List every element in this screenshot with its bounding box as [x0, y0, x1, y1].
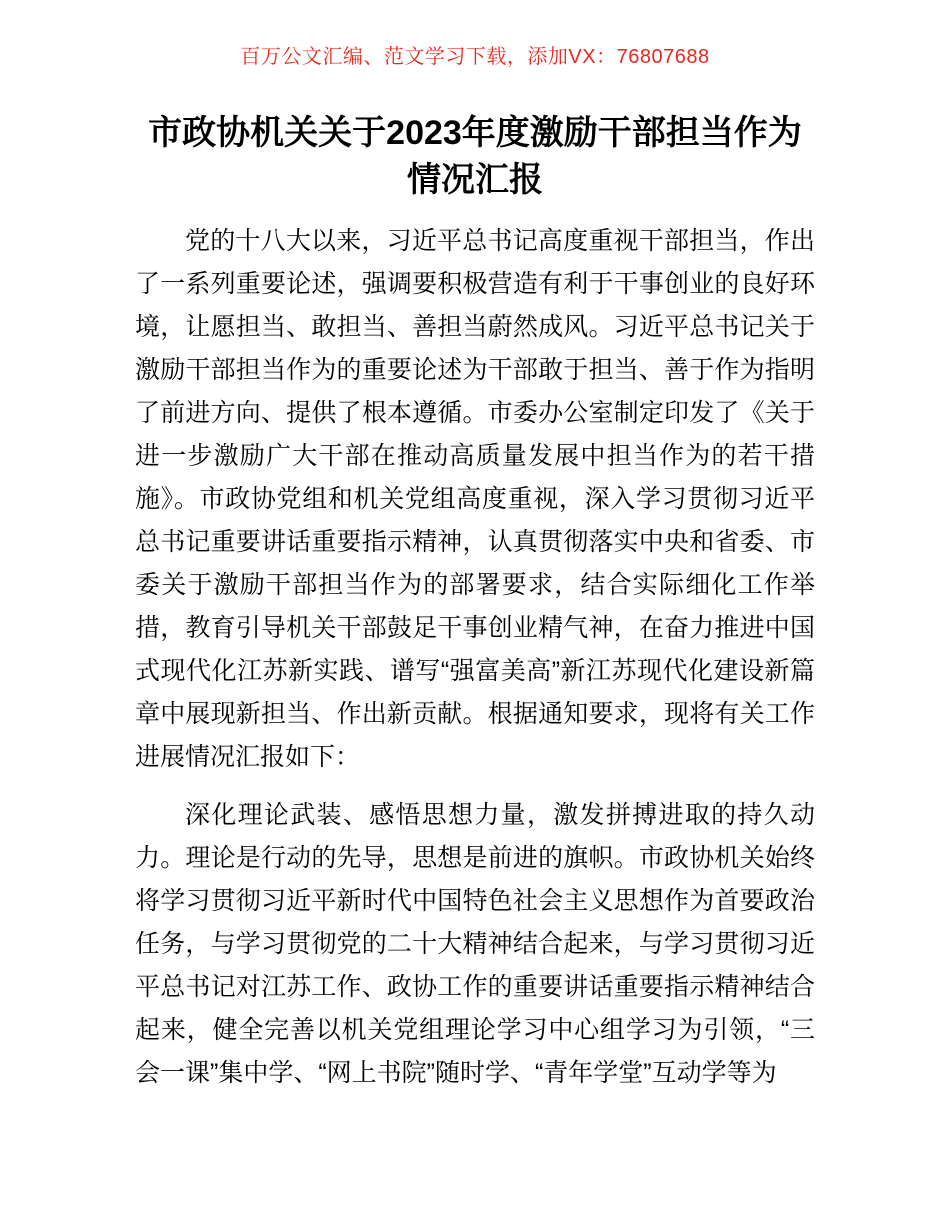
paragraph-intro: 党的十八大以来，习近平总书记高度重视干部担当，作出了一系列重要论述，强调要积极营造有利于干事创业的良好环境，让愿担当、敢担当、善担当蔚然成风。习近平总书记关于激励干部担当作为的重要论述为干部敢于担当、善于作为指明了前进方向、提供了根本遵循。市委办公室制定印发了《关于进一步激励广大干部在推动高质量发展中担当作为的若干措施》。市政协党组和机关党组高度重视，深入学习贯彻习近平总书记重要讲话重要指示精神，认真贯彻落实中央和省委、市委关于激励干部担当作为的部署要求，结合实际细化工作举措，教育引导机关干部鼓足干事创业精气神，在奋力推进中国式现代化江苏新实践、谱写“强富美高”新江苏现代化建设新篇章中展现新担当、作出新贡献。根据通知要求，现将有关工作进展情况汇报如下：	[135, 227, 815, 771]
paragraph-theory-study: 深化理论武装、感悟思想力量，激发拼搏进取的持久动力。理论是行动的先导，思想是前进的旗帜。市政协机关始终将学习贯彻习近平新时代中国特色社会主义思想作为首要政治任务，与学习贯彻党的二十大精神结合起来，与学习贯彻习近平总书记对江苏工作、政协工作的重要讲话重要指示精神结合起来，健全完善以机关党组理论学习中心组学习为引领，“三会一课”集中学、“网上书院”随时学、“青年学堂”互动学等为	[135, 801, 815, 1087]
promo-notice: 百万公文汇编、范文学习下载，添加VX：76807688	[240, 46, 710, 68]
document-body	[135, 220, 815, 1095]
document-title: 市政协机关关于2023年度激励干部担当作为情况汇报	[148, 114, 802, 199]
